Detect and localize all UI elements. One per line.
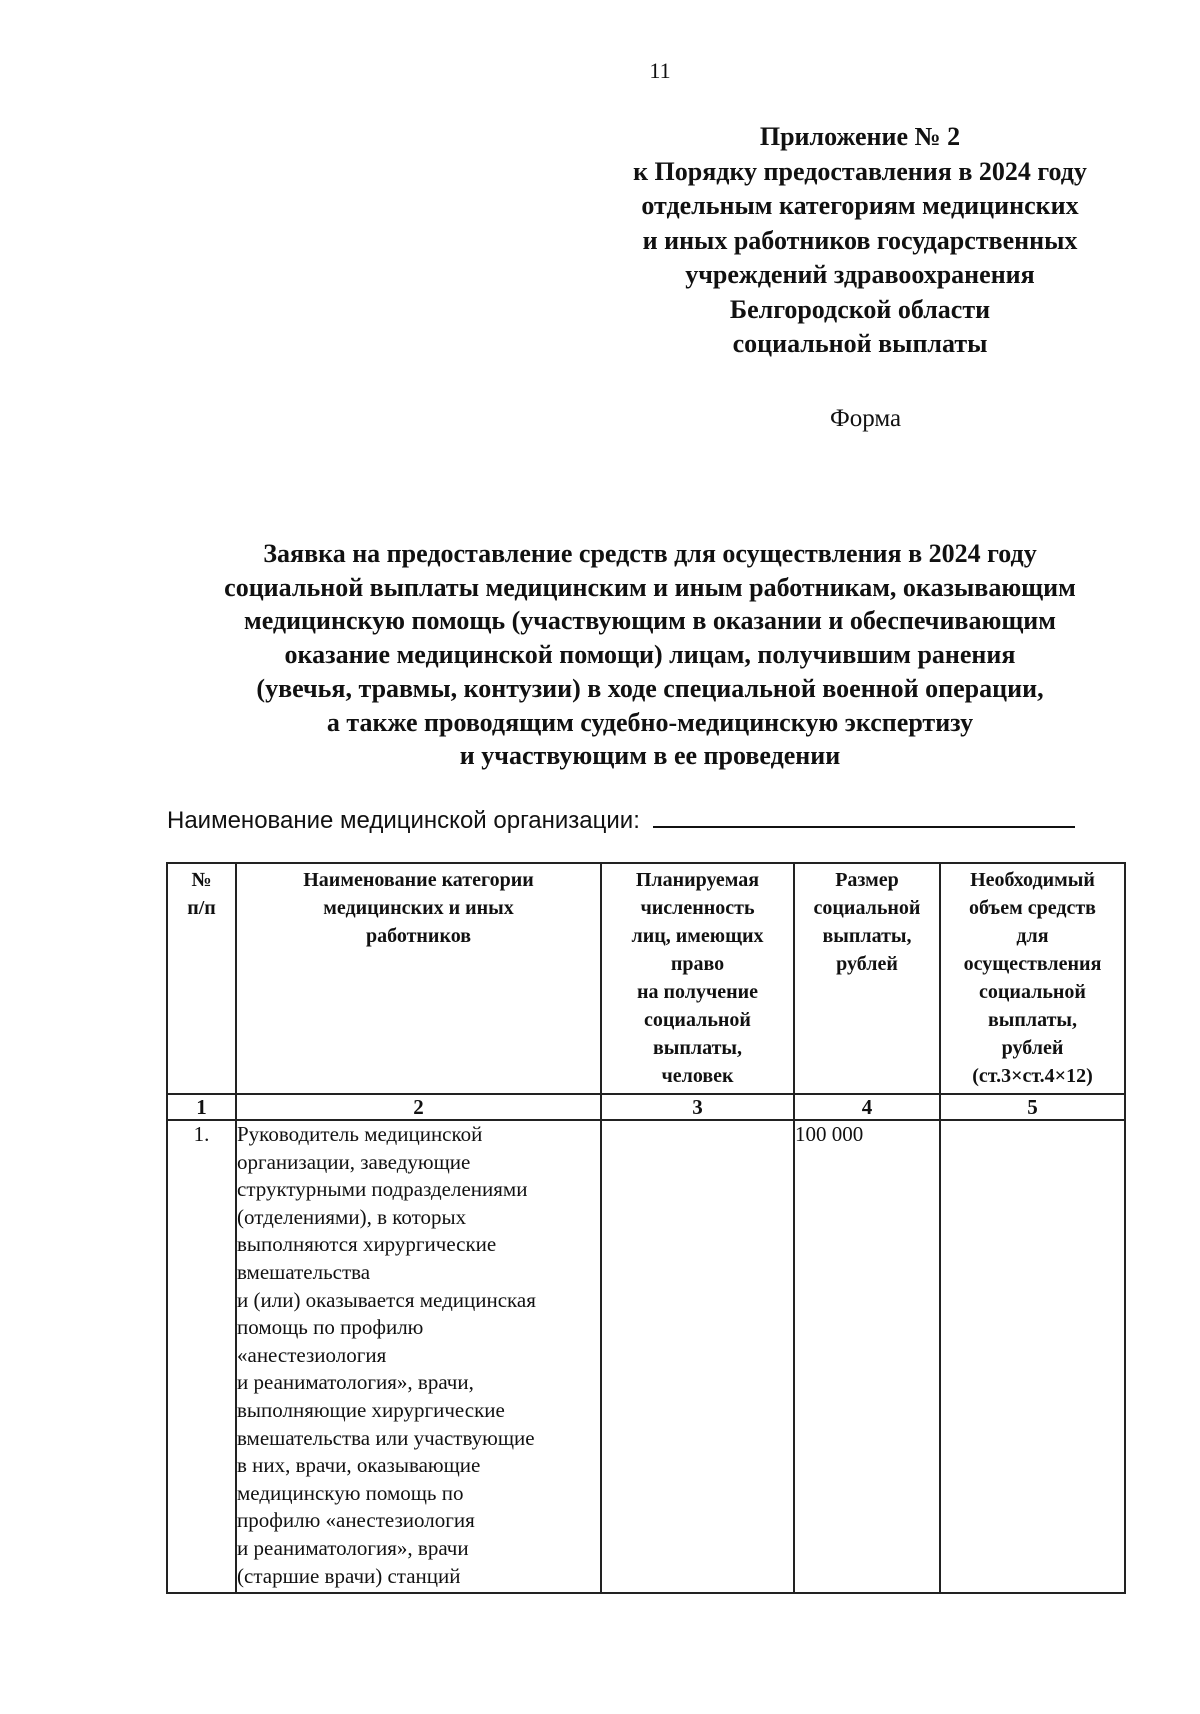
column-number: 2: [236, 1094, 601, 1120]
header-line: человек: [661, 1065, 734, 1087]
category-line: выполняются хирургические: [237, 1232, 497, 1257]
category-line: организации, заведующие: [237, 1149, 471, 1174]
category-line: вмешательства или участвующие: [237, 1425, 535, 1450]
category-line: профилю «анестезиология: [237, 1508, 475, 1533]
appendix-line: социальной выплаты: [732, 329, 988, 358]
appendix-line: и иных работников государственных: [642, 225, 1078, 255]
category-line: помощь по профилю: [237, 1315, 424, 1340]
appendix-line: к Порядку предоставления в 2024 году: [633, 156, 1087, 186]
header-line: для: [1016, 925, 1049, 947]
header-line: работников: [365, 925, 472, 947]
header-line: п/п: [187, 897, 216, 919]
application-table: [166, 862, 1126, 1594]
header-line: Размер: [835, 869, 899, 891]
header-line: лиц, имеющих: [631, 925, 764, 947]
category-line: структурными подразделениями: [237, 1177, 528, 1202]
title-line: оказание медицинской помощи) лицам, получившим ранения: [284, 640, 1016, 670]
header-line: объем средств: [969, 897, 1096, 919]
header-line: медицинских и иных: [323, 897, 514, 919]
header-number: [167, 863, 236, 1094]
organization-name-field[interactable]: [653, 800, 1075, 828]
appendix-line: Белгородской области: [729, 294, 991, 324]
header-planned-count: [601, 863, 794, 1094]
appendix-line: Приложение № 2: [759, 122, 961, 151]
category-line: Руководитель медицинской: [237, 1122, 483, 1146]
title-line: (увечья, травмы, контузии) в ходе специальной военной операции,: [256, 673, 1044, 703]
category-line: «анестезиология: [237, 1342, 387, 1367]
header-line: численность: [640, 897, 755, 919]
column-number: 5: [940, 1094, 1125, 1120]
header-line: №: [191, 869, 212, 891]
category-line: (отделениями), в которых: [237, 1204, 467, 1229]
header-required-funds: [940, 863, 1125, 1094]
header-line: (ст.3×ст.4×12): [972, 1065, 1093, 1087]
header-line: выплаты,: [822, 925, 912, 947]
organization-label: Наименование медицинской организации:: [167, 807, 640, 834]
category-line: вмешательства: [237, 1259, 371, 1284]
document-title: [150, 537, 1150, 773]
title-line: медицинскую помощь (участвующим в оказании и обеспечивающим: [244, 606, 1056, 636]
category-line: и реаниматология», врачи: [237, 1535, 469, 1560]
header-line: выплаты,: [652, 1037, 743, 1059]
header-line: социальной: [813, 897, 921, 919]
row-number: 1.: [167, 1120, 236, 1593]
row-planned-count[interactable]: [601, 1120, 794, 1593]
organization-line: [167, 800, 1075, 835]
title-line: а также проводящим судебно-медицинскую экспертизу: [326, 707, 974, 737]
category-line: (старшие врачи) станций: [237, 1563, 461, 1588]
header-line: социальной: [644, 1009, 751, 1031]
appendix-heading: [620, 120, 1100, 362]
form-label: Форма: [830, 405, 902, 432]
header-payment-amount: [794, 863, 940, 1094]
column-number-row: [167, 1094, 1125, 1120]
table-header-row: [167, 863, 1125, 1094]
header-line: социальной: [979, 981, 1086, 1003]
header-line: Планируемая: [635, 869, 760, 891]
column-number: 3: [601, 1094, 794, 1120]
row-category: [236, 1120, 601, 1593]
header-line: Наименование категории: [303, 869, 534, 891]
header-line: рублей: [1001, 1037, 1064, 1059]
row-required-funds[interactable]: [940, 1120, 1125, 1593]
page-number: 11: [649, 58, 671, 83]
appendix-line: отдельным категориям медицинских: [641, 191, 1079, 220]
title-line: социальной выплаты медицинским и иным работникам, оказывающим: [224, 572, 1076, 602]
header-line: осуществления: [963, 953, 1102, 975]
category-line: медицинскую помощь по: [237, 1480, 464, 1505]
column-number: 1: [167, 1094, 236, 1120]
category-line: и реаниматология», врачи,: [237, 1370, 474, 1395]
appendix-line: учреждений здравоохранения: [685, 260, 1035, 289]
table-row: [167, 1120, 1125, 1593]
category-line: и (или) оказывается медицинская: [237, 1287, 536, 1312]
column-number: 4: [794, 1094, 940, 1120]
category-line: выполняющие хирургические: [237, 1397, 505, 1422]
header-line: Необходимый: [970, 869, 1095, 891]
header-line: право: [670, 953, 725, 975]
title-line: Заявка на предоставление средств для осуществления в 2024 году: [263, 539, 1037, 568]
title-line: и участвующим в ее проведении: [459, 741, 841, 771]
category-line: в них, врачи, оказывающие: [237, 1453, 481, 1478]
header-line: на получение: [636, 981, 759, 1003]
header-category: [236, 863, 601, 1094]
row-payment-amount: 100 000: [794, 1120, 940, 1593]
header-line: рублей: [836, 953, 898, 975]
header-line: выплаты,: [987, 1009, 1078, 1031]
